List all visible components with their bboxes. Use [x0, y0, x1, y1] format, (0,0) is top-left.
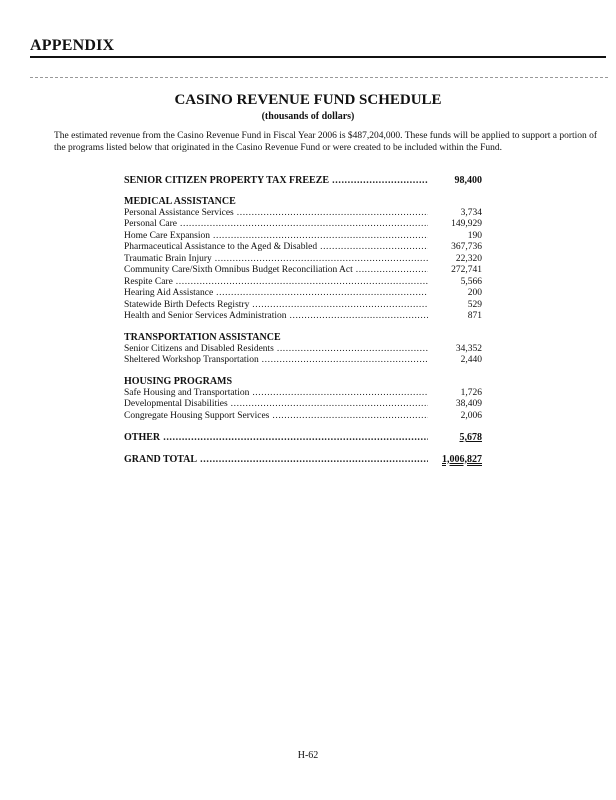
row-value: 1,726 — [460, 387, 482, 398]
row-label: Safe Housing and Transportation ..... — [124, 388, 428, 400]
line-item — [124, 355, 482, 367]
line-item — [124, 231, 482, 243]
row-label: Personal Assistance Services ..... — [124, 208, 428, 220]
line-item — [124, 300, 482, 312]
row-value: 5,566 — [460, 276, 482, 287]
row-label: Pharmaceutical Assistance to the Aged & Disabled ..... — [124, 242, 428, 254]
group-heading: MEDICAL ASSISTANCE — [124, 195, 236, 207]
line-item — [124, 242, 482, 254]
row-label: Sheltered Workshop Transportation ..... — [124, 355, 428, 367]
row-label: Respite Care ..... — [124, 277, 428, 289]
row-value: 34,352 — [455, 343, 482, 354]
row-label: GRAND TOTAL ..... — [124, 454, 428, 466]
row-value: 871 — [467, 311, 482, 321]
line-item — [124, 288, 482, 300]
dashed-divider — [30, 77, 608, 78]
row-label: Community Care/Sixth Omnibus Budget Reconciliation Act ..... — [124, 265, 428, 277]
grand-total-row — [124, 454, 482, 466]
row-label: Hearing Aid Assistance ..... — [124, 288, 428, 300]
row-value: 3,734 — [460, 207, 482, 218]
appendix-header: APPENDIX — [30, 37, 115, 54]
row-label: Personal Care ..... — [124, 219, 428, 231]
row-value: 529 — [467, 299, 482, 310]
schedule-table — [124, 175, 482, 465]
line-item — [124, 344, 482, 356]
row-label: SENIOR CITIZEN PROPERTY TAX FREEZE ..... — [124, 175, 428, 187]
housing-programs-group — [124, 376, 482, 423]
row-label: Developmental Disabilities ..... — [124, 399, 428, 411]
line-item — [124, 265, 482, 277]
transportation-assistance-group — [124, 332, 482, 367]
row-value: 38,409 — [455, 399, 482, 409]
line-item — [124, 277, 482, 289]
schedule-subtitle: (thousands of dollars) — [261, 111, 355, 122]
row-label: Congregate Housing Support Services ..... — [124, 411, 428, 423]
row-label: Home Care Expansion ..... — [124, 231, 428, 243]
medical-assistance-group — [124, 196, 482, 323]
row-label: Health and Senior Services Administration ..... — [124, 311, 428, 323]
row-value: 1,006,827 — [442, 453, 482, 465]
intro-paragraph: The estimated revenue from the Casino Revenue Fund in Fiscal Year 2006 is $487,204,000. These funds will be applied to support a portion of the programs listed below that originated in the Casino Revenue Fund or were created to be included within the Fund. — [54, 131, 598, 153]
line-item — [124, 311, 482, 323]
row-label: OTHER ..... — [124, 432, 428, 444]
line-item — [124, 254, 482, 266]
other-row — [124, 432, 482, 444]
row-label: Senior Citizens and Disabled Residents ..... — [124, 344, 428, 356]
group-heading: HOUSING PROGRAMS — [124, 375, 233, 387]
row-label: Traumatic Brain Injury ..... — [124, 254, 428, 266]
row-value: 98,400 — [454, 175, 482, 186]
group-heading: TRANSPORTATION ASSISTANCE — [124, 331, 281, 343]
page-number: H-62 — [297, 750, 319, 761]
schedule-title: CASINO REVENUE FUND SCHEDULE — [174, 92, 442, 108]
row-value: 22,320 — [455, 253, 482, 264]
line-item — [124, 388, 482, 400]
row-value: 272,741 — [451, 265, 482, 275]
senior-freeze-row — [124, 175, 482, 187]
row-value: 149,929 — [451, 219, 482, 229]
line-item — [124, 399, 482, 411]
row-value: 5,678 — [459, 432, 482, 443]
row-label: Statewide Birth Defects Registry ..... — [124, 300, 428, 312]
line-item — [124, 208, 482, 220]
line-item — [124, 411, 482, 423]
row-value: 200 — [467, 288, 482, 298]
row-value: 2,440 — [460, 355, 482, 365]
header-rule — [30, 56, 606, 58]
row-value: 2,006 — [460, 410, 482, 421]
line-item — [124, 219, 482, 231]
row-value: 367,736 — [451, 242, 482, 252]
row-value: 190 — [467, 230, 482, 241]
